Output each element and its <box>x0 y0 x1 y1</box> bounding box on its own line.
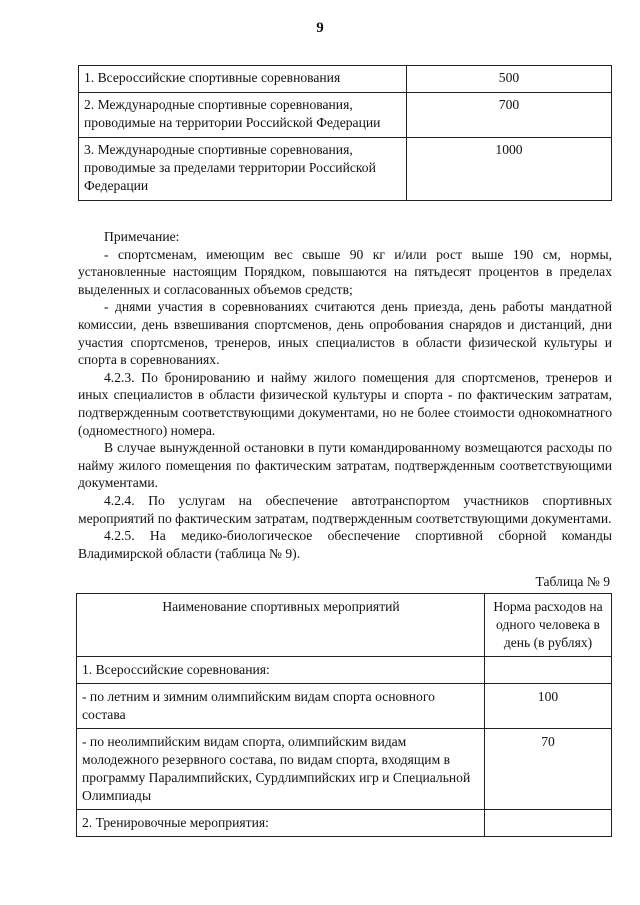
column-header-norm: Норма расходов на одного человека в день (в рублях) <box>485 594 612 657</box>
note-heading: Примечание: <box>104 229 180 244</box>
table-row <box>77 729 612 810</box>
table-cell-name: 1. Всероссийские спортивные соревнования <box>79 66 407 93</box>
table-cell-value <box>485 810 612 837</box>
paragraph: 4.2.4. По услугам на обеспечение автотранспортом участников спортивных мероприятий по фактическим затратам, подтвержденным соответствующими документами. <box>78 492 612 526</box>
paragraph: - днями участия в соревнованиях считаются день приезда, день работы мандатной комиссии, день взвешивания спортсменов, день опробования снарядов и дистанций, дни участия спортсменов, тренеров, иных специалистов в области физической культуры и спорта в соревнованиях. <box>78 299 612 368</box>
table-cell-name: - по летним и зимним олимпийским видам спорта основного состава <box>77 684 485 729</box>
table-row <box>79 66 612 93</box>
table-row <box>77 684 612 729</box>
table-cell-value: 1000 <box>407 138 612 201</box>
body-text <box>78 228 612 562</box>
table-header-row <box>77 594 612 657</box>
table-cell-value: 500 <box>407 66 612 93</box>
table-row <box>79 93 612 138</box>
paragraph: В случае вынужденной остановки в пути командированному возмещаются расходы по найму жилого помещения по фактическим затратам, подтвержденным соответствующими документами. <box>78 440 612 491</box>
table-cell-value: 100 <box>485 684 612 729</box>
table-row <box>79 138 612 201</box>
page-number: 9 <box>316 20 324 36</box>
table-cell-name: 1. Всероссийские соревнования: <box>77 657 485 684</box>
paragraph: 4.2.5. На медико-биологическое обеспечение спортивной сборной команды Владимирской области (таблица № 9). <box>78 528 612 561</box>
table-row <box>77 810 612 837</box>
table-cell-value: 700 <box>407 93 612 138</box>
table-cell-name: 2. Международные спортивные соревнования, проводимые на территории Российской Федерации <box>79 93 407 138</box>
column-header-name: Наименование спортивных мероприятий <box>77 594 485 657</box>
paragraph: - спортсменам, имеющим вес свыше 90 кг и/или рост выше 190 см, нормы, установленные настоящим Порядком, повышаются на пятьдесят процентов в пределах выделенных и согласованных объемов средств; <box>78 246 612 297</box>
table-cell-value: 70 <box>485 729 612 810</box>
table-caption: Таблица № 9 <box>535 574 610 589</box>
table-row <box>77 657 612 684</box>
paragraph: 4.2.3. По бронированию и найму жилого помещения для спортсменов, тренеров и иных специалистов в области физической культуры и спорта - по фактическим затратам, подтвержденным соответствующими документами, но не более стоимости однокомнатного (одноместного) номера. <box>78 369 612 438</box>
table-cell-value <box>485 657 612 684</box>
table-cell-name: 2. Тренировочные мероприятия: <box>77 810 485 837</box>
expense-norms-table <box>78 65 612 201</box>
table-cell-name: 3. Международные спортивные соревнования, проводимые за пределами территории Российской Федерации <box>79 138 407 201</box>
table-9 <box>76 593 612 837</box>
table-cell-name: - по неолимпийским видам спорта, олимпийским видам молодежного резервного состава, по видам спорта, входящим в программу Паралимпийских, Сурдлимпийских игр и Специальной Олимпиады <box>77 729 485 810</box>
